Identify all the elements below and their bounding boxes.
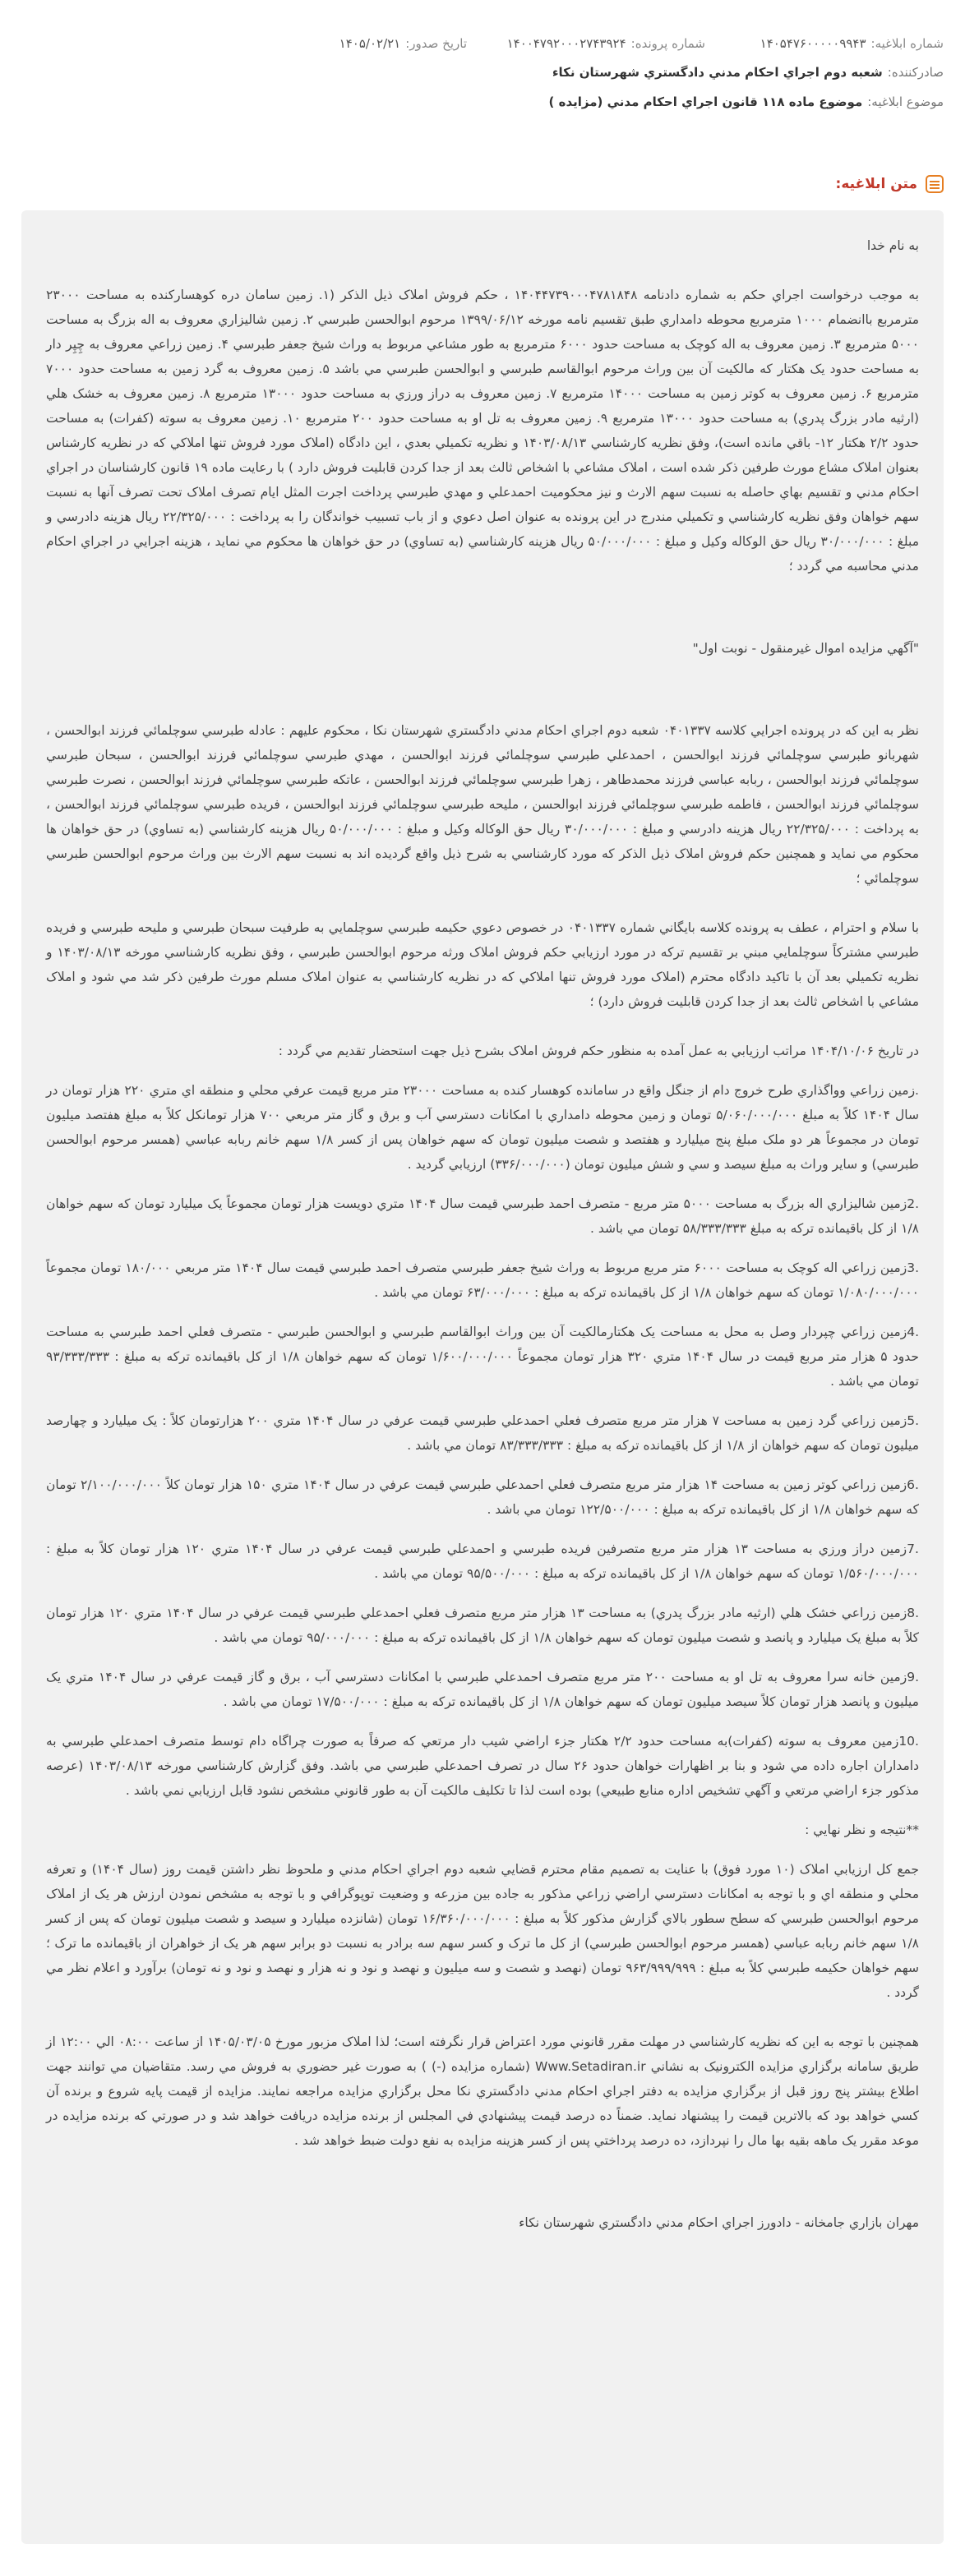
property-item-3: .3زمين زراعي اله کوچک به مساحت ۶۰۰۰ متر مربع مربوط به وراث شيخ جعفر طبرسي متصرف احمد طبرسي قيمت سال ۱۴۰۴ متر مربعي ۱۸۰/۰۰۰ تومان مجموعاً ۱/۰۸۰/۰۰۰/۰۰۰ تومان که سهم خواهان ۱/۸ از کل باقيمانده ترکه به مبلغ : ۶۳/۰۰۰/۰۰۰ تومان مي باشد .: [46, 1260, 919, 1300]
notice-body: [21, 210, 944, 2544]
issue-date-value: ۱۴۰۵/۰۲/۲۱: [339, 36, 401, 51]
opening-line: به نام خدا: [866, 238, 919, 253]
property-item-4: .4زمين زراعي چپردار وصل به محل به مساحت يک هکتارمالکيت آن بين وراث ابوالقاسم طبرسي و ابوالحسن طبرسي - متصرف فعلي احمد طبرسي به مساحت حدود ۵ هزار متر مربع قيمت در سال ۱۴۰۴ متري ۳۲۰ هزار تومان مجموعاً ۱/۶۰۰/۰۰۰/۰۰۰ تومان که سهم خواهان ۱/۸ از کل باقيمانده ترکه به مبلغ : ۹۳/۳۳۳/۳۳۳ تومان مي باشد .: [46, 1325, 919, 1389]
property-item-8: .8زمين زراعي خشک هلي (ارثيه مادر بزرگ پدري) به مساحت ۱۳ هزار متر مربع متصرف فعلي احمدعلي طبرسي قيمت عرفي در سال ۱۴۰۴ متري ۱۲۰ هزار تومان کلاً به مبلغ يک ميليارد و پانصد و شصت ميليون تومان که سهم خواهان ۱/۸ از کل باقيمانده ترکه به مبلغ : ۹۵/۰۰۰/۰۰۰ تومان مي باشد .: [46, 1606, 920, 1645]
spacer: [46, 2177, 919, 2210]
paragraph-valuation-date: در تاريخ ۱۴۰۴/۱۰/۰۶ مراتب ارزيابي به عمل آمده به منظور حکم فروش املاک بشرح ذيل جهت استحضار تقديم مي گردد :: [278, 1044, 919, 1058]
case-number-value: ۱۴۰۰۴۷۹۲۰۰۰۲۷۴۳۹۲۴: [506, 36, 626, 51]
notice-number-value: ۱۴۰۵۴۷۶۰۰۰۰۰۹۹۴۳: [760, 36, 866, 51]
notice-text-heading: [0, 166, 965, 202]
issuer-label: صادرکننده:: [887, 65, 944, 80]
paragraph-judgment: به موجب درخواست اجراي حکم به شماره دادنامه ۱۴۰۴۴۷۳۹۰۰۰۴۷۸۱۸۴۸ ، حکم فروش املاک ذيل الذکر (۱. زمين سامان دره کوهسارکنده به مساحت ۲۳۰۰۰ مترمربع باانضمام ۱۰۰۰ مترمربع محوطه دامداري طبق تقسيم نامه مورخه ۱۳۹۹/۰۶/۱۲ مرحوم ابوالحسن طبرسي ۲. زمين شاليزاري معروف به اله بزرگ به مساحت ۵۰۰۰ مترمربع ۳. زمين معروف به اله کوچک به مساحت حدود ۶۰۰۰ مترمربع به طور مشاعي مربوط به وراث شيخ جعفر طبرسي ۴. زمين زراعي معروف به چِپِر دار به مساحت حدود يک هکتار که مالکيت آن بين وراث مرحوم ابوالقاسم طبرسي و ابوالحسن طبرسي مي باشد ۵. زمين معروف به گرد زمين به مساحت حدود ۷۰۰۰ مترمربع ۶. زمين معروف به کوتر زمين به مساحت ۱۴۰۰۰ مترمربع ۷. زمين معروف به دراز ورزي به مساحت حدود ۱۳۰۰۰ مترمربع ۸. زمين معروف به خشک هلي (ارثيه مادر بزرگ پدري) به مساحت حدود ۱۳۰۰۰ مترمربع ۹. زمين معروف به تل او به مساحت حدود ۲۰۰ مترمربع ۱۰. زمين معروف به سوته (کفرات) به مساحت حدود ۲/۲ هکتار ۱۲- باقي مانده است)، وفق نظريه کارشناسي ۱۴۰۳/۰۸/۱۳ و نظريه تکميلي بعدي ، اين دادگاه (املاک مورد فروش تنها املاکي که در نظريه کارشناس بعنوان املاک مشاع مورث طرفين ذکر شده است ، املاک مشاعي با اشخاص ثالث بعد از جدا کردن قابليت فروش دارد ) با رعايت ماده ۱۹ قانون کارشناسان در اجراي احکام مدني و تقسيم بهاي حاصله به نسبت سهم الارث و نيز محکوميت احمدعلي و مهدي طبرسي پرداخت اجرت المثل ايام تصرف املاک تحت تصرف آنها به نسبت سهم خواهان وفق نظريه کارشناسي و تکميلي مندرج در اين پرونده به عنوان اصل دعوي و از باب تسبيب خواندگان را به پرداخت : ۲۲/۳۲۵/۰۰۰ ريال هزينه دادرسي و مبلغ : ۳۰/۰۰۰/۰۰۰ ريال حق الوکاله وکيل و مبلغ : ۵۰/۰۰۰/۰۰۰ ريال هزينه کارشناسي (به تساوي) در حق خواهان ها محکوم مي نمايد ، هزينه اجرايي در اجراي احکام مدني محاسبه مي گردد ؛: [46, 288, 920, 574]
subject-value: موضوع ماده ۱۱۸ قانون اجراي احکام مدني (مزايده ): [548, 94, 863, 109]
meta-row: [21, 30, 944, 58]
property-item-10: .10زمين معروف به سوته (کفرات)به مساحت حدود ۲/۲ هکتار جزء اراضي شيب دار مرتعي که صرفاً به صورت چراگاه دام توسط متصرف احمدعلي طبرسي به دامداران اجاره داده مي شود و بنا بر اظهارات خواهان حدود ۲۶ سال در تصرف احمدعلي طبرسي مي باشد. وفق گزارش کارشناسي مورخه ۱۴۰۳/۰۸/۱۳ (عرصه مذکور جزء اراضي مرتعي و آگهي تشخيص اداره منابع طبيعي) بوده است لذا تا تکليف مالکيت آن به طور قانوني مشخص نشود قابل ارزيابي نمي باشد .: [46, 1734, 919, 1798]
case-number: [467, 36, 705, 51]
notice-number-label: شماره ابلاغيه:: [870, 36, 944, 51]
notice-text-title: متن ابلاغيه:: [835, 176, 917, 192]
spacer: [46, 685, 919, 718]
subject-label: موضوع ابلاغيه:: [867, 94, 944, 109]
property-item-6: .6زمين زراعي کوتر زمين به مساحت ۱۴ هزار متر مربع متصرف فعلي احمدعلي طبرسي قيمت عرفي در سال ۱۴۰۴ متري ۱۵۰ هزار تومان کلاً ۲/۱۰۰/۰۰۰/۰۰۰ تومان که سهم خواهان ۱/۸ از کل باقيمانده ترکه به مبلغ : ۱۲۲/۵۰۰/۰۰۰ تومان مي باشد .: [46, 1477, 919, 1517]
paragraph-request: با سلام و احترام ، عطف به پرونده کلاسه بايگاني شماره ۰۴۰۱۳۳۷ در خصوص دعوي حکيمه طبرسي سوچلمايي به طرفيت سبحان طبرسي و مليحه طبرسي و فريده طبرسي مشترکاً سوچلمايي مبني بر تقسيم ترکه در مورد ارزيابي حکم فروش املاک ورثه مرحوم ابوالحسن طبرسي ، وفق نظريه کارشناسي مورخه ۱۴۰۳/۰۸/۱۳ و نظريه تکميلي بعد آن با تاکيد دادگاه محترم (املاک مورد فروش تنها املاکي که در نظريه کارشناسي به عنوان املاک مسلم مورث طرفين ذکر شد مي شود و املاک مشاعي با اشخاص ثالث بعد از جدا کردن قابليت فروش دارد) ؛: [46, 920, 919, 1009]
auction-notice-title: "آگهي مزايده اموال غيرمنقول - نوبت اول": [692, 641, 919, 656]
property-item-9: .9زمين خانه سرا معروف به تل او به مساحت ۲۰۰ متر مربع متصرف احمدعلي طبرسي با امکانات دسترسي آب ، برق و گاز قيمت عرفي در سال ۱۴۰۴ متري يک ميليون و پانصد هزار تومان کلاً سيصد ميليون تومان که سهم خواهان ۱/۸ از کل باقيمانده ترکه به مبلغ : ۱۷/۵۰۰/۰۰۰ تومان مي باشد .: [46, 1670, 920, 1709]
property-item-5: .5زمين زراعي گرد زمين به مساحت ۷ هزار متر مربع متصرف فعلي احمدعلي طبرسي قيمت عرفي در سال ۱۴۰۴ متري ۲۰۰ هزارتومان کلاً : يک ميليارد و چهارصد ميليون تومان که سهم خواهان از ۱/۸ از کل باقيمانده ترکه به مبلغ : ۸۳/۳۳۳/۳۳۳ تومان مي باشد .: [46, 1413, 919, 1453]
document-icon: [926, 175, 944, 193]
issue-date: [229, 36, 467, 51]
issuer-row: [21, 58, 944, 87]
result-title: **نتيجه و نظر نهايي :: [805, 1823, 919, 1837]
case-number-label: شماره پرونده:: [630, 36, 705, 51]
property-item-1: .زمين زراعي وواگذاري طرح خروج دام از جنگل واقع در سامانده کوهسار کنده به مساحت ۲۳۰۰۰ متر مربع قيمت عرفي محلي و منطقه اي متري ۲۲۰ هزار تومان در سال ۱۴۰۴ کلاً به مبلغ ۵/۰۶۰/۰۰۰/۰۰۰ تومان و زمين محوطه دامداري با امکانات دسترسي آب و برق و گاز متر مربعي ۷۰۰ هزار تومانکل کلاً به مبلغ هفتصد ميليون تومان در مجموعاً هر دو ملک مبلغ پنج ميليارد و هفتصد و شصت ميليون تومان که سهم خواهان پس از کسر ۱/۸ سهم خانم ربابه عباسي (همسر مرحوم ابوالحسن طبرسي) و ساير وراث به مبلغ سيصد و سي و شش ميليون تومان (۳۳۶/۰۰۰/۰۰۰) ارزيابي گرديد .: [46, 1083, 919, 1172]
signature: مهران بازاري جامخانه - دادورز اجراي احکام مدني دادگستري شهرستان نکاء: [519, 2215, 919, 2230]
paragraph-auction-terms: همچنين با توجه به اين که نظريه کارشناسي در مهلت مقرر قانوني مورد اعتراض قرار نگرفته است؛ لذا املاک مزبور مورخ ۱۴۰۵/۰۳/۰۵ از ساعت ۰۸:۰۰ الي ۱۲:۰۰ از طريق سامانه برگزاري مزايده الکترونيک به نشاني Www.Setadiran.ir (شماره مزايده (-) ) به صورت غير حضوري به فروش مي رسد. متقاضيان مي توانند جهت اطلاع بيشتر پنج روز قبل از برگزاري مزايده به دفتر اجراي احکام مدني دادگستري نکا محل برگزاري مزايده مراجعه نمايند. مزايده از قيمت پايه شروع و برنده آن کسي خواهد بود که بالاترين قيمت را پيشنهاد نمايد. ضمناً ده درصد قيمت پيشنهادي في المجلس از برنده مزايده دريافت خواهد شد و در صورتي که برنده مزايده در موعد مقرر يک ماهه بقيه بها مال را نپردازد، ده درصد پرداختي پس از کسر هزينه مزايده به نفع دولت ضبط خواهد شد .: [46, 2035, 919, 2148]
notice-number: [705, 36, 944, 51]
issuer-value: شعبه دوم اجراي احکام مدني دادگستري شهرستان نکاء: [552, 65, 883, 80]
property-item-7: .7زمين دراز ورزي به مساحت ۱۳ هزار متر مربع متصرفين فريده طبرسي و احمدعلي طبرسي قيمت عرفي در سال ۱۴۰۴ متري ۱۲۰ هزار تومان کلاً به مبلغ : ۱/۵۶۰/۰۰۰/۰۰۰ تومان که سهم خواهان ۱/۸ از کل باقيمانده ترکه به مبلغ : ۹۵/۵۰۰/۰۰۰ تومان مي باشد .: [46, 1541, 919, 1581]
notice-header: [0, 0, 965, 164]
paragraph-case: نظر به اين که در پرونده اجرايي کلاسه ۰۴۰۱۳۳۷ شعبه دوم اجراي احکام مدني دادگستري شهرستان نکا ، محکوم عليهم : عادله طبرسي سوچلمائي فرزند ابوالحسن ، شهربانو طبرسي سوچلمائي فرزند ابوالحسن ، احمدعلي طبرسي سوچلمائي فرزند ابوالحسن ، مهدي طبرسي سوچلمائي فرزند ابوالحسن ، سبحان طبرسي سوچلمائي فرزند ابوالحسن ، ربابه عباسي فرزند محمدطاهر ، زهرا طبرسي سوچلمائي فرزند ابوالحسن ، عاتکه طبرسي سوچلمائي فرزند ابوالحسن ، نصرت طبرسي سوچلمائي فرزند ابوالحسن ، فاطمه طبرسي سوچلمائي فرزند ابوالحسن ، مليحه طبرسي سوچلمائي فرزند ابوالحسن ، فريده طبرسي سوچلمائي فرزند ابوالحسن ، به پرداخت : ۲۲/۳۲۵/۰۰۰ ريال هزينه دادرسي و مبلغ : ۳۰/۰۰۰/۰۰۰ ريال حق الوکاله وکيل و مبلغ : ۵۰/۰۰۰/۰۰۰ ريال هزينه کارشناسي (به تساوي) در حق خواهان ها محکوم مي نمايد و همچنين حکم فروش املاک ذيل الذکر که مورد کارشناسي به شرح ذيل واقع گرديده اند به نسبت سهم الارث بين وراث مرحوم ابوالحسن طبرسي سوچلمائي ؛: [46, 723, 920, 886]
spacer: [46, 603, 919, 636]
paragraph-result: جمع کل ارزيابي املاک (۱۰ مورد فوق) با عنايت به تصميم مقام محترم قضايي شعبه دوم اجراي احکام مدني و ملحوظ نظر داشتن قيمت روز (سال ۱۴۰۴) و تعرفه محلي و منطقه اي و با توجه به امکانات دسترسي اراضي زراعي مذکور به جاده بين مزرعه و وضعيت توپوگرافي و با توجه به مشخص نمودن ارزش هر يک از املاک مرحوم ابوالحسن طبرسي که سطح سطور بالاي گزارش مذکور کلاً به مبلغ : ۱۶/۳۶۰/۰۰۰/۰۰۰ تومان (شانزده ميليارد و سيصد و شصت ميليون تومان که پس از کسر ۱/۸ سهم خانم ربابه عباسي (همسر مرحوم ابوالحسن طبرسي) از کل ما ترک و کسر سهم سه برادر به نسبت دو برابر سهم هر يک از خواهران از باقيمانده ما ترک ؛ سهم خواهان حکيمه طبرسي کلاً به مبلغ : ۹۶۳/۹۹۹/۹۹۹ تومان (نهصد و شصت و سه ميليون و نهصد و نود و نه هزار و نهصد و نود و نه تومان) برآورد و اعلام نظر مي گردد .: [46, 1862, 919, 2000]
property-item-2: .2زمين شاليزاري اله بزرگ به مساحت ۵۰۰۰ متر مربع - متصرف احمد طبرسي قيمت سال ۱۴۰۴ متري دويست هزار تومان مجموعاً يک ميليارد تومان که سهم خواهان ۱/۸ از کل باقيمانده ترکه به مبلغ ۵۸/۳۳۳/۳۳۳ تومان مي باشد .: [46, 1196, 919, 1236]
issue-date-label: تاريخ صدور:: [405, 36, 467, 51]
subject-row: [21, 87, 944, 117]
